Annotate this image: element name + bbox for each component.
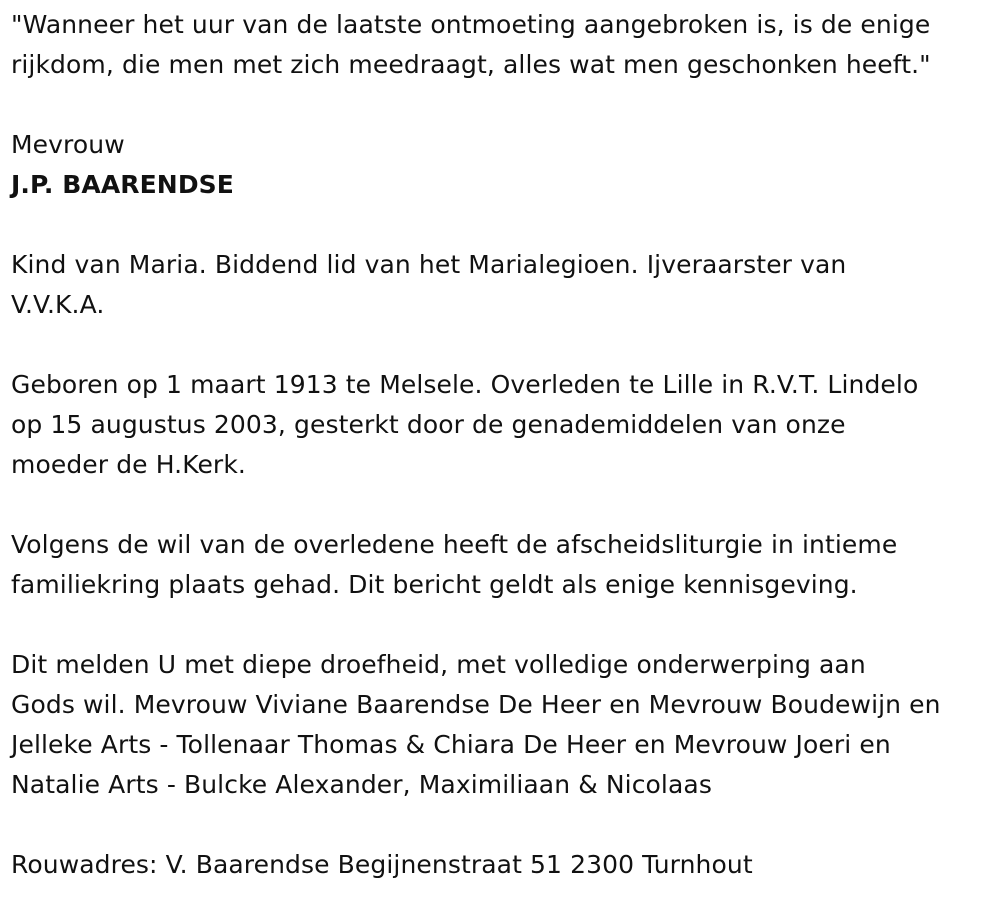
spacer bbox=[11, 85, 996, 125]
paragraph-line: familiekring plaats gehad. Dit bericht geldt als enige kennisgeving. bbox=[11, 570, 858, 599]
paragraph-line: Natalie Arts - Bulcke Alexander, Maximiliaan & Nicolaas bbox=[11, 770, 712, 799]
deceased-name: J.P. BAARENDSE bbox=[11, 170, 234, 199]
funeral-paragraph bbox=[11, 525, 996, 605]
deceased-heading bbox=[11, 125, 996, 205]
spacer bbox=[11, 805, 996, 845]
spacer bbox=[11, 325, 996, 365]
paragraph-line: Volgens de wil van de overledene heeft de afscheidsliturgie in intieme bbox=[11, 530, 898, 559]
paragraph-line: Gods wil. Mevrouw Viviane Baarendse De Heer en Mevrouw Boudewijn en bbox=[11, 690, 941, 719]
paragraph-line: Kind van Maria. Biddend lid van het Marialegioen. Ijveraarster van bbox=[11, 250, 847, 279]
paragraph-line: Geboren op 1 maart 1913 te Melsele. Overleden te Lille in R.V.T. Lindelo bbox=[11, 370, 919, 399]
description-paragraph bbox=[11, 245, 996, 325]
spacer bbox=[11, 605, 996, 645]
paragraph-line: V.V.K.A. bbox=[11, 290, 105, 319]
obituary-notice bbox=[11, 5, 996, 885]
spacer bbox=[11, 485, 996, 525]
opening-quote bbox=[11, 5, 996, 85]
paragraph-line: op 15 augustus 2003, gesterkt door de genademiddelen van onze bbox=[11, 410, 846, 439]
mourning-address bbox=[11, 845, 996, 885]
address-line: Rouwadres: V. Baarendse Begijnenstraat 51 2300 Turnhout bbox=[11, 850, 753, 879]
life-paragraph bbox=[11, 365, 996, 485]
paragraph-line: Jelleke Arts - Tollenaar Thomas & Chiara De Heer en Mevrouw Joeri en bbox=[11, 730, 891, 759]
spacer bbox=[11, 205, 996, 245]
quote-line: "Wanneer het uur van de laatste ontmoeting aangebroken is, is de enige bbox=[11, 10, 931, 39]
family-paragraph bbox=[11, 645, 996, 805]
paragraph-line: Dit melden U met diepe droefheid, met volledige onderwerping aan bbox=[11, 650, 866, 679]
quote-line: rijkdom, die men met zich meedraagt, alles wat men geschonken heeft." bbox=[11, 50, 931, 79]
salutation: Mevrouw bbox=[11, 130, 125, 159]
paragraph-line: moeder de H.Kerk. bbox=[11, 450, 246, 479]
